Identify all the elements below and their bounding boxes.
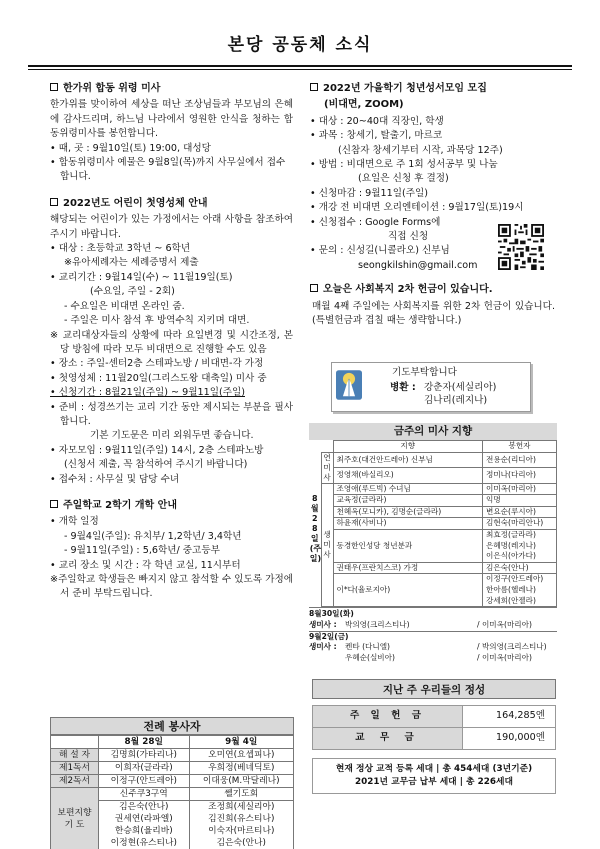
section-heading: 2022년 가을학기 청년성서모임 모집 [310,82,555,96]
table-corner [309,441,333,453]
donor-cell: 이정구(안드레아) 한아름(헬레나) 강세희(안젤라) [483,574,557,607]
intention-cell: 교육정(글라라) [333,495,483,507]
section-heading-sub: (비대면, ZOOM) [324,99,404,111]
table-header: 8월 28일 [99,736,190,749]
intention-cell: 이*다(율로지아) [333,574,483,607]
table-row [309,518,557,530]
weekday-row: 생미사 : 켄타 (다니엘) / 박의영(크리스티나) [309,642,547,652]
youth-line: • 문의 : 신성길(니콜라오) 신부님 [310,245,450,257]
donor-cell: 전용순(리디아) [483,452,557,468]
intention-cell: 하윤재(사비나) [333,518,483,530]
name-line: 김은숙(안나) [119,802,169,812]
firstcomm-line: • 교리기간 : 9월14일(수) ~ 11월19일(토) [50,271,233,283]
mass-title: 금주의 미사 지향 [309,423,557,440]
weekday-date: 8월30일(화) [309,609,354,619]
firstcomm-line: - 수요일은 비대면 온라인 줌. [64,300,185,312]
table-row [51,762,294,775]
sunday-school-section [50,499,293,602]
group-cell: 신주쿠3구역 [99,788,190,801]
intention-cell: 권태우(프란치스코) 가정 [333,562,483,574]
prayer-name: 김나리(레지나) [424,395,488,406]
youth-line: • 대상 : 20~40대 직장인, 학생 [310,115,444,127]
firstcomm-line: • 대상 : 초등학교 3학년 ~ 6학년 [50,243,191,255]
role-cell: 제2독서 [51,775,99,788]
table-header: 9월 4일 [189,736,293,749]
firstcomm-line: • 신청기간 : 8월21일(주일) ~ 9월11일(주일) [50,387,245,399]
chuseok-section [50,82,293,185]
youth-line: seongkilshin@gmail.com [358,259,478,271]
firstcomm-body: 해당되는 어린이가 있는 가정에서는 아래 사항을 참조하여 주시기 바랍니다. [50,214,293,240]
weekday-masses [309,607,557,664]
left-column [50,82,293,602]
offering-table [312,705,556,750]
intention-cell: 정영채(바실리오) [333,468,483,484]
intention-cell: 천혜옥(모니카), 김명순(글라라) [333,506,483,518]
firstcomm-section [50,197,293,487]
household-line: 현재 정상 교적 등록 세대 | 총 454세대 (3년기준) [335,764,533,774]
offering-box [312,679,556,794]
mass-table [309,440,557,607]
donor-cell: 익명 [483,495,557,507]
welfare-section [310,283,555,328]
donor-cell: 김현숙(마리안나) [483,518,557,530]
table-row [309,483,557,495]
sunday-line: - 9월4일(주일): 유치부/ 1,2학년/ 3,4학년 [64,530,242,542]
weekday-row: 생미사 : 박의영(크리스티나) / 이미옥(마리아) [309,619,532,629]
names-cell [99,801,190,849]
name-line: 한승희(율리바) [114,826,173,836]
intention-cell: 동경한인성당 청년분과 [333,529,483,562]
table-header-row [51,736,294,749]
section-heading: 주일학교 2학기 개학 안내 [50,499,293,513]
altar-table [50,735,294,849]
role-cell: 제1독서 [51,762,99,775]
table-row [51,775,294,788]
altar-servers [50,717,294,849]
name-cell: 오미연(요셉피나) [189,749,293,762]
table-row [51,788,294,801]
firstcomm-line: • 준비 : 성경쓰기는 교리 기간 동안 제시되는 부분을 필사합니다. [50,401,293,427]
youth-line: 직접 신청 [388,231,429,243]
table-header: 지향 [333,441,483,453]
welfare-body: 매월 4째 주일에는 사회복지를 위한 2차 헌금이 있습니다. (특별헌금과 겹칠 때는 생략합니다.) [312,300,555,327]
altar-title: 전례 봉사자 [50,717,294,735]
youth-line: • 과목 : 창세기, 탈출기, 마르코 [310,130,443,142]
group-cell: 생미사 [321,483,333,607]
group-cell: 쎌기도회 [189,788,293,801]
donor-cell: 최효정(글라라) 은혜명(레지나) 이은식(아가다) [483,529,557,562]
square-icon [50,198,58,206]
household-line: 2021년 교무금 납부 세대 | 총 226세대 [355,777,513,787]
intention-cell: 조영애(루드빅) 수녀님 [333,483,483,495]
sunday-line: ※주일학교 학생들은 빠지지 않고 참석할 수 있도록 가정에서 준비 부탁드립니다. [50,574,293,600]
section-heading: 한가위 합동 위령 미사 [50,82,293,96]
name-cell: 우희정(베네딕토) [189,762,293,775]
youth-section [310,82,555,273]
prayer-name: 강춘자(세실리아) [424,382,497,393]
prayer-box [331,362,531,412]
sunday-line: • 개학 일정 [50,516,99,528]
square-icon [50,500,58,508]
youth-line: • 방법 : 비대면으로 주 1회 성서공부 및 나눔 [310,159,498,171]
right-column [310,82,555,329]
name-cell: 이희자(글라라) [99,762,190,775]
firstcomm-line: (신청서 제출, 꼭 참석하여 주시기 바랍니다) [64,459,248,471]
name-line: 이정현(유스티나) [110,838,177,848]
praying-hands-icon [336,370,362,400]
table-row [309,452,557,468]
chuseok-item: • 때, 곳 : 9월10일(토) 19:00, 대성당 [50,142,211,154]
firstcomm-line: - 주일은 미사 참석 후 방역수칙 지키며 대면. [64,315,250,327]
name-line: 김진희(유스티나) [208,814,275,824]
table-corner [51,736,99,749]
firstcomm-line: • 자모모임 : 9월11일(주일) 14시, 2층 스테파노방 [50,444,264,456]
youth-line: • 신청마감 : 9월11일(주일) [310,187,428,199]
offering-value: 164,285엔 [463,706,556,728]
firstcomm-line: • 장소 : 주일-센터2층 스테파노방 / 비대면-각 가정 [50,358,264,370]
youth-line: • 신청접수 : Google Forms에 [310,216,441,228]
donor-cell: 이미옥(마리아) [483,483,557,495]
title-divider-thin [28,69,572,70]
firstcomm-line: • 접수처 : 사무실 및 담당 수녀 [50,473,180,485]
mass-intentions [309,423,557,664]
firstcomm-line: ※유아세례자는 세례증명서 제출 [64,257,199,269]
date-cell: 8월28일(주일) [309,494,322,564]
square-icon [310,83,318,91]
intention-cell: 최주호(대건안드레아) 신부님 [333,452,483,468]
offering-label: 교 무 금 [313,728,463,750]
name-cell: 이정구(안드레아) [99,775,190,788]
weekday-date: 9월2일(금) [309,631,557,643]
firstcomm-line: 기본 기도문은 미리 외워두면 좋습니다. [90,430,254,442]
section-heading: 오늘은 사회복지 2차 헌금이 있습니다. [310,283,555,297]
table-row [309,468,557,484]
firstcomm-line: • 첫영성체 : 11월20일(그리스도왕 대축일) 미사 중 [50,372,267,384]
table-row [313,706,556,728]
offering-title: 지난 주 우리들의 정성 [312,679,556,699]
qr-code-icon[interactable] [498,224,544,270]
youth-line: (신참자 창세기부터 시작, 과목당 12주) [338,144,503,156]
donor-cell: 변요순(루시아) [483,506,557,518]
section-heading: 2022년도 어린이 첫영성체 안내 [50,197,293,211]
name-cell: 김명희(가타리나) [99,749,190,762]
table-row [309,506,557,518]
square-icon [310,284,318,292]
table-header: 봉헌자 [483,441,557,453]
donor-cell: 김은숙(안나) [483,562,557,574]
table-row [309,562,557,574]
name-line: 김은숙(안나) [216,838,266,848]
youth-line: • 개강 전 비대면 오리엔테이션 : 9월17일(토)19시 [310,202,524,214]
role-cell: 해 설 자 [51,749,99,762]
prayer-title: 기도부탁합니다 [392,367,457,378]
prayer-label: 병환 : [390,382,416,393]
table-row [51,749,294,762]
title-divider [28,65,572,67]
name-line: 조정희(세실리아) [208,802,275,812]
offering-label: 주 일 헌 금 [313,706,463,728]
table-row [309,529,557,562]
table-header-row [309,441,557,453]
sunday-line: • 교리 장소 및 시간 : 각 학년 교실, 11시부터 [50,559,241,571]
names-cell [189,801,293,849]
group-cell: 연미사 [321,452,333,483]
firstcomm-line: (수요일, 주일 - 2회) [90,286,175,298]
firstcomm-line: ※ 교리대상자들의 상황에 따라 요일변경 및 시간조정, 본당 방침에 따라 모두 비대면으로 진행할 수도 있음 [50,329,293,355]
page-title: 본당 공동체 소식 [227,35,373,55]
table-row [313,728,556,750]
name-line: 이숙자(마르티나) [208,826,275,836]
household-stats [312,758,556,794]
offering-value: 190,000엔 [463,728,556,750]
role-cell: 보편지향 기 도 [51,788,99,849]
table-row [309,495,557,507]
name-line: 권세연(라파엘) [114,814,173,824]
donor-cell: 정미나(다리아) [483,468,557,484]
table-row [309,574,557,607]
chuseok-item: • 합동위령미사 예물은 9월8일(목)까지 사무실에서 접수합니다. [50,157,286,183]
weekday-row: 우혜순(실비아) / 이미옥(마리아) [345,653,532,663]
square-icon [50,83,58,91]
youth-line: (요일은 신청 후 결정) [358,173,449,185]
sunday-line: - 9월11일(주일) : 5,6학년/ 중고등부 [64,545,220,557]
chuseok-body: 한가위를 맞이하여 세상을 떠난 조상님들과 부모님의 은혜에 감사드리며, 하느님 나라에서 영원한 안식을 청하는 합동위령미사를 봉헌합니다. [50,99,293,140]
name-cell: 이대웅(M.막달레나) [189,775,293,788]
